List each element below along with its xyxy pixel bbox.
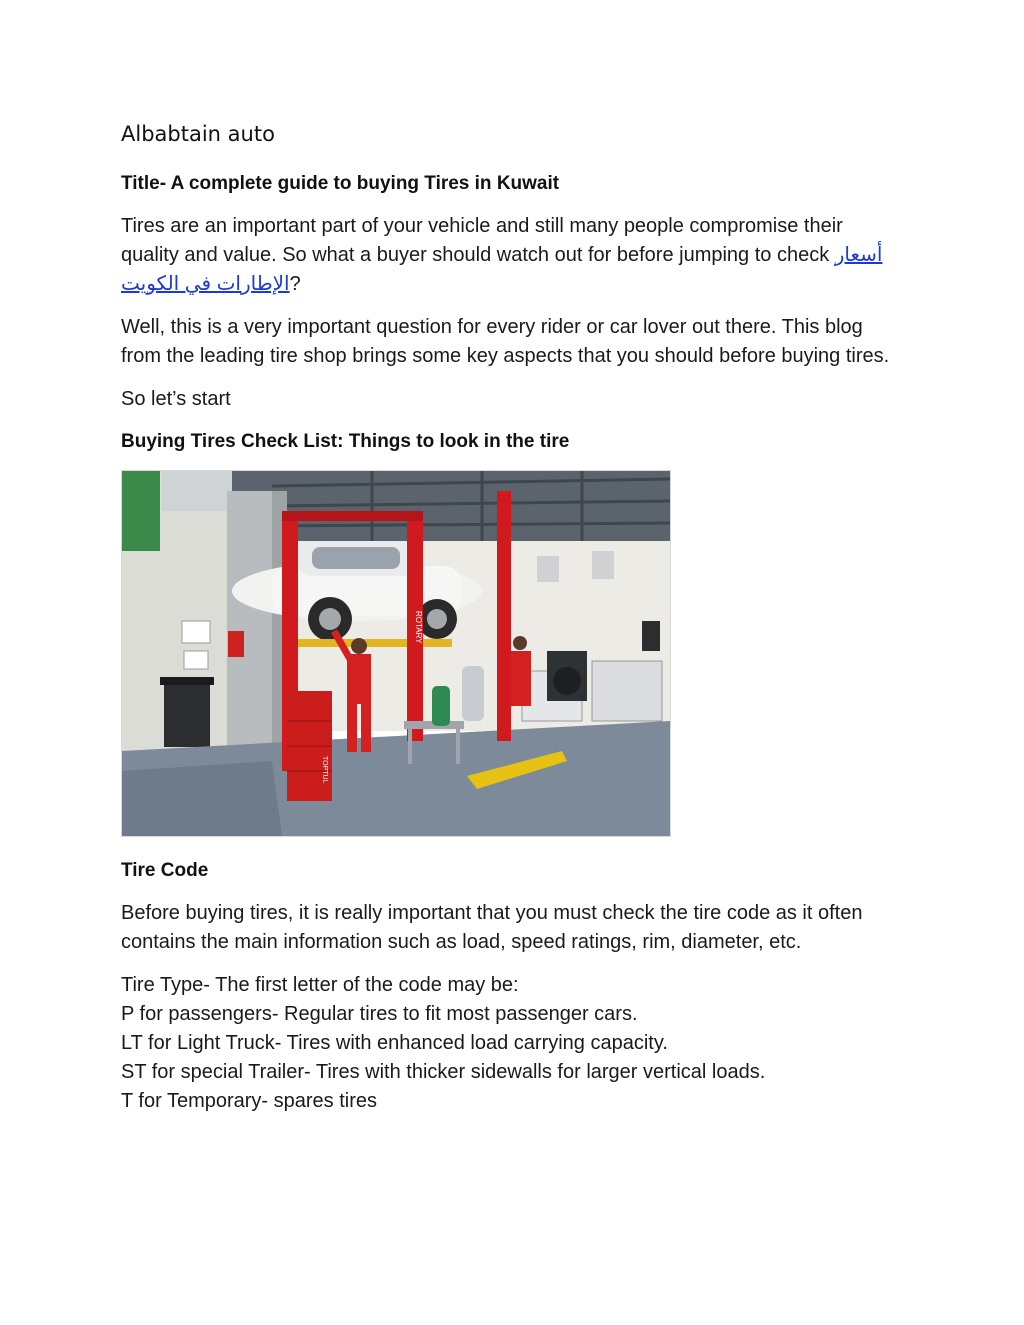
question-paragraph: Well, this is a very important question for every rider or car lover out there. This blog from the leading tire shop brings some key aspects that you should before buying tires. (121, 316, 890, 367)
document-body (121, 118, 901, 1116)
tire-type-line: Tire Type- The first letter of the code may be: (121, 974, 519, 996)
lift-column-label: ROTARY (414, 611, 423, 644)
tire-type-list (121, 971, 901, 1116)
start-paragraph: So let’s start (121, 388, 231, 410)
tire-type-line: P for passengers- Regular tires to fit most passenger cars. (121, 1003, 638, 1025)
tire-shop-photo (121, 470, 671, 837)
tire-shop-illustration (122, 471, 670, 836)
tire-prices-link[interactable]: أسعار الإطارات في الكويت (121, 244, 883, 295)
tire-code-heading: Tire Code (121, 860, 209, 881)
tire-type-line: T for Temporary- spares tires (121, 1090, 378, 1112)
intro-text: Tires are an important part of your vehicle and still many people compromise their quality and value. So what a buyer should watch out for before jumping to check (121, 215, 843, 266)
intro-question-mark: ? (289, 273, 301, 295)
document-heading: Albabtain auto (121, 122, 275, 146)
tire-type-line: ST for special Trailer- Tires with thicker sidewalls for larger vertical loads. (121, 1061, 766, 1083)
article-title: Title- A complete guide to buying Tires in Kuwait (121, 173, 560, 194)
tire-type-line: LT for Light Truck- Tires with enhanced load carrying capacity. (121, 1032, 668, 1054)
intro-paragraph (121, 212, 901, 299)
tire-code-paragraph: Before buying tires, it is really important that you must check the tire code as it often contains the main information such as load, speed ratings, rim, diameter, etc. (121, 902, 863, 953)
cabinet-label: TOPTUL (321, 756, 328, 784)
checklist-heading: Buying Tires Check List: Things to look in the tire (121, 431, 570, 452)
